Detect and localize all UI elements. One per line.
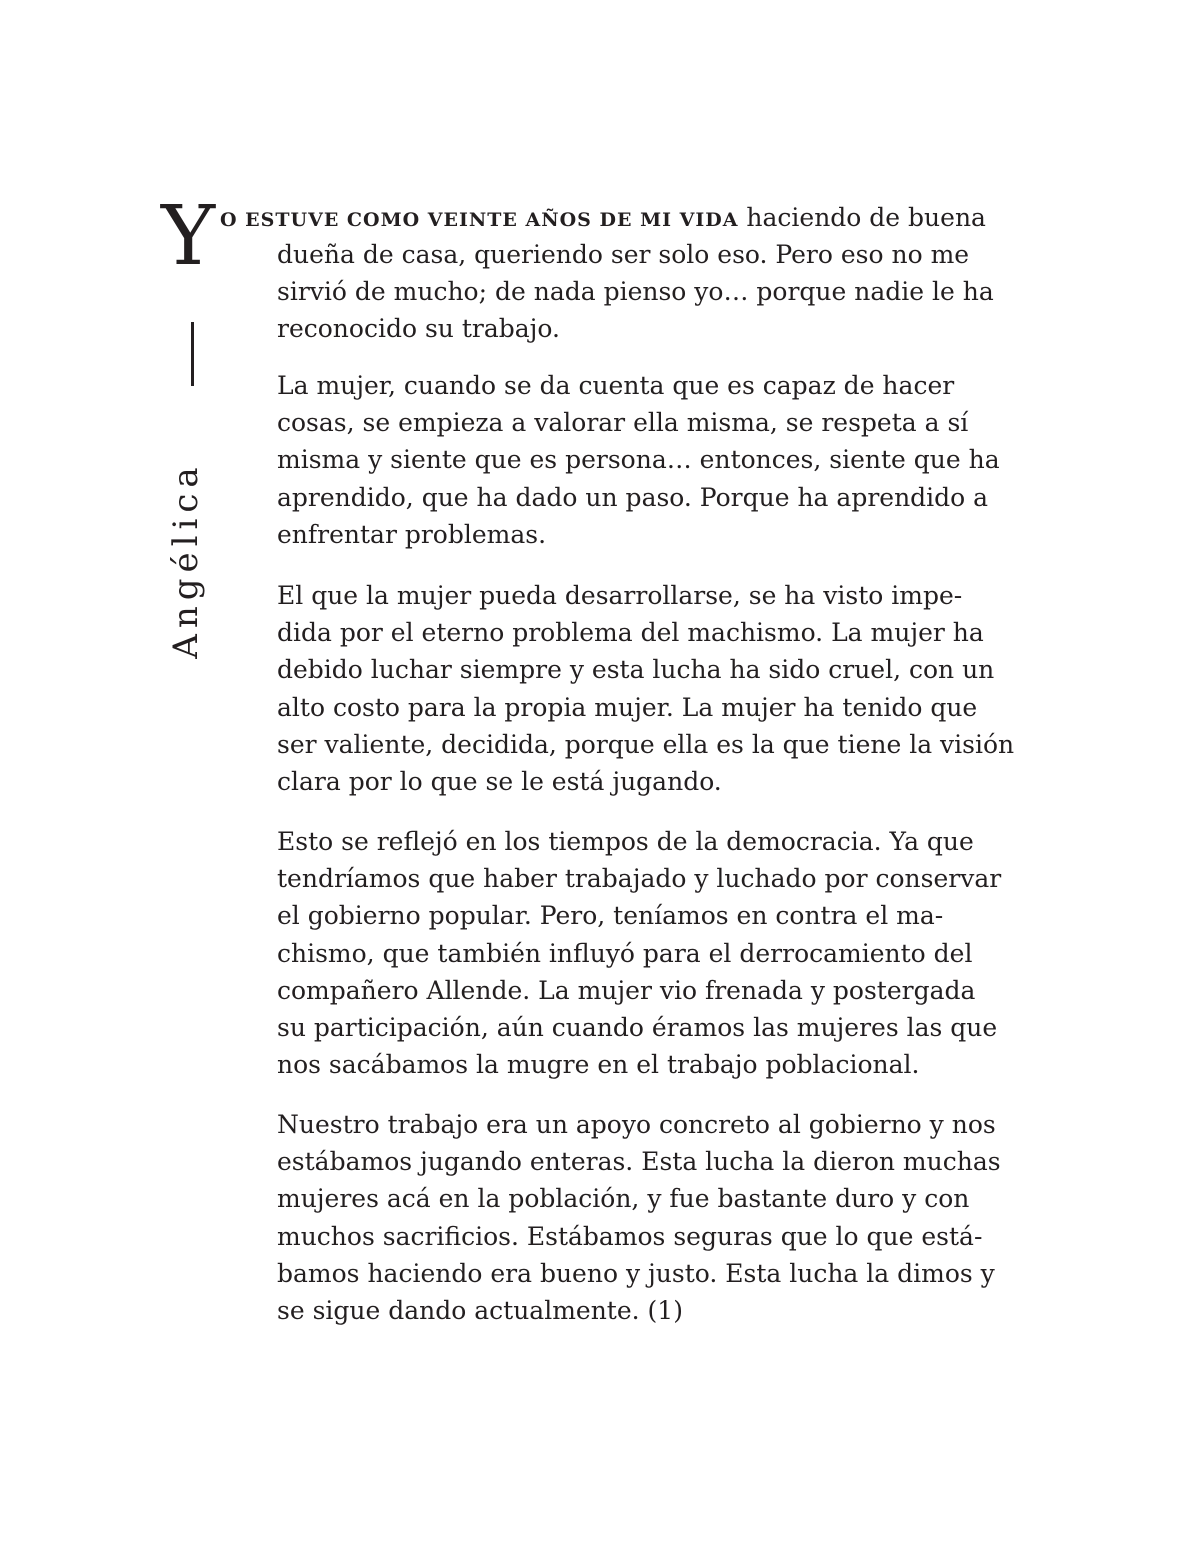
opening-small-caps: O ESTUVE COMO VEINTE AÑOS DE MI VIDA: [220, 209, 739, 231]
paragraph-line: enfrentar problemas.: [277, 519, 547, 549]
paragraph-line: mujeres acá en la población, y fue bastante duro y con: [277, 1184, 970, 1214]
paragraph-line: reconocido su trabajo.: [277, 314, 560, 344]
paragraph-line: el gobierno popular. Pero, teníamos en contra el ma-: [277, 901, 944, 931]
paragraph-4: [277, 1106, 1067, 1329]
paragraph-line: dueña de casa, queriendo ser solo eso. Pero eso no me: [277, 240, 970, 269]
paragraph-line: compañero Allende. La mujer vio frenada y postergada: [277, 975, 976, 1005]
paragraph-line: misma y siente que es persona… entonces, siente que ha: [277, 445, 1000, 475]
paragraph-line: nos sacábamos la mugre en el trabajo poblacional.: [277, 1050, 920, 1080]
paragraph-line: El que la mujer pueda desarrollarse, se ha visto impe-: [277, 581, 963, 610]
paragraph-line: se sigue dando actualmente. (1): [277, 1296, 683, 1326]
paragraph-line: cosas, se empieza a valorar ella misma, se respeta a sí: [277, 408, 969, 438]
paragraph-line: alto costo para la propia mujer. La mujer ha tenido que: [277, 692, 978, 722]
paragraph-line: sirvió de mucho; de nada pienso yo… porque nadie le ha: [277, 277, 994, 307]
drop-cap: Y: [161, 189, 216, 284]
opening-paragraph: [277, 236, 1067, 348]
paragraph-line: aprendido, que ha dado un paso. Porque ha aprendido a: [277, 482, 989, 512]
paragraph-line: su participación, aún cuando éramos las mujeres las que: [277, 1013, 998, 1043]
paragraph-line: debido luchar siempre y esta lucha ha sido cruel, con un: [277, 655, 995, 685]
paragraph-line: muchos sacrificios. Estábamos seguras que lo que está-: [277, 1221, 983, 1251]
paragraph-2: [277, 577, 1067, 800]
paragraph-1: [277, 367, 1067, 553]
author-name: Angélica: [166, 461, 206, 659]
opening-first-line-rest: haciendo de buena: [746, 203, 986, 232]
paragraph-line: dida por el eterno problema del machismo. La mujer ha: [277, 618, 984, 648]
paragraph-line: tendríamos que haber trabajado y luchado por conservar: [277, 864, 1002, 894]
paragraph-line: Esto se reflejó en los tiempos de la democracia. Ya que: [277, 827, 974, 856]
paragraph-line: La mujer, cuando se da cuenta que es capaz de hacer: [277, 371, 955, 400]
paragraph-line: bamos haciendo era bueno y justo. Esta lucha la dimos y: [277, 1258, 995, 1288]
opening-first-line: [220, 199, 1080, 239]
vertical-rule: [191, 322, 194, 386]
paragraph-3: [277, 823, 1067, 1083]
paragraph-line: Nuestro trabajo era un apoyo concreto al gobierno y nos: [277, 1110, 996, 1139]
paragraph-line: estábamos jugando enteras. Esta lucha la dieron muchas: [277, 1147, 1001, 1177]
paragraph-line: clara por lo que se le está jugando.: [277, 767, 722, 797]
paragraph-line: chismo, que también influyó para el derrocamiento del: [277, 938, 973, 968]
paragraph-line: ser valiente, decidida, porque ella es la que tiene la visión: [277, 729, 1015, 759]
